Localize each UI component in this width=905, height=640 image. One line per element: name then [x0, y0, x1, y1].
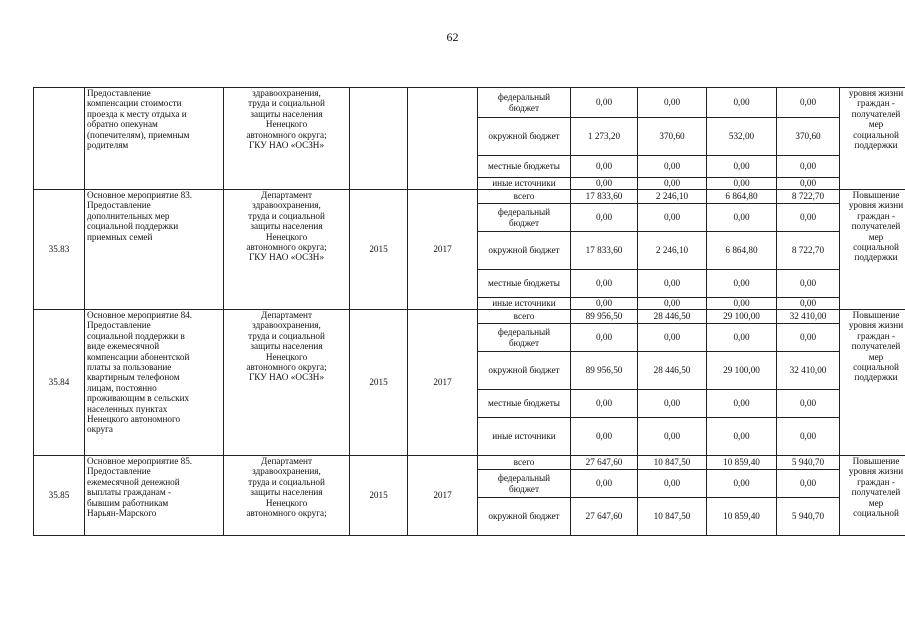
funding-value: 0,00	[777, 390, 840, 418]
year-start: 2015	[350, 456, 408, 536]
funding-value: 32 410,00	[777, 352, 840, 390]
funding-value: 0,00	[638, 324, 707, 352]
measure-executor: здравоохранения, труда и социальной защиты населения Ненецкого автономного округа; ГКУ НАО «ОСЗН»	[224, 88, 350, 190]
funding-value: 0,00	[777, 178, 840, 190]
funding-source-label: иные источники	[478, 298, 571, 310]
funding-value: 0,00	[571, 324, 638, 352]
funding-source-label: окружной бюджет	[478, 118, 571, 156]
funding-value: 0,00	[638, 156, 707, 178]
year-start	[350, 88, 408, 190]
year-start: 2015	[350, 190, 408, 310]
measure-code: 35.83	[34, 190, 85, 310]
funding-value: 0,00	[777, 470, 840, 498]
year-end	[408, 88, 478, 190]
year-start: 2015	[350, 310, 408, 456]
funding-value: 0,00	[707, 324, 777, 352]
measure-name: Основное мероприятие 83. Предоставление дополнительных мер социальной поддержки приемных семей	[85, 190, 224, 310]
funding-value: 0,00	[707, 88, 777, 118]
measure-name: Предоставление компенсации стоимости проезда к месту отдыха и обратно опекунам (попечителям), приемным родителям	[85, 88, 224, 190]
funding-value: 5 940,70	[777, 456, 840, 470]
funding-value: 0,00	[571, 270, 638, 298]
funding-value: 28 446,50	[638, 352, 707, 390]
funding-value: 1 273,20	[571, 118, 638, 156]
funding-value: 0,00	[707, 204, 777, 232]
measure-name: Основное мероприятие 84. Предоставление социальной поддержки в виде ежемесячной компенсации абонентской платы за пользование квартирным телефоном лицам, постоянно проживающим в сельских населенных пунктах Ненецкого автономного округа	[85, 310, 224, 456]
funding-source-label: иные источники	[478, 418, 571, 456]
measure-executor: Департамент здравоохранения, труда и социальной защиты населения Ненецкого автономного округа; ГКУ НАО «ОСЗН»	[224, 190, 350, 310]
funding-value: 0,00	[571, 418, 638, 456]
funding-value: 0,00	[571, 204, 638, 232]
expected-result: Повышение уровня жизни граждан - получателей мер социальной поддержки	[840, 310, 905, 456]
table-row	[34, 190, 905, 204]
funding-value: 29 100,00	[707, 310, 777, 324]
measure-executor: Департамент здравоохранения, труда и социальной защиты населения Ненецкого автономного округа;	[224, 456, 350, 536]
funding-value: 0,00	[638, 418, 707, 456]
funding-value: 27 647,60	[571, 456, 638, 470]
funding-source-label: окружной бюджет	[478, 232, 571, 270]
expected-result: уровня жизни граждан - получателей мер социальной поддержки	[840, 88, 905, 190]
funding-value: 0,00	[707, 470, 777, 498]
measure-code	[34, 88, 85, 190]
funding-value: 0,00	[707, 298, 777, 310]
funding-value: 532,00	[707, 118, 777, 156]
measure-name: Основное мероприятие 85. Предоставление ежемесячной денежной выплаты гражданам - бывшим работникам Нарьян-Марского	[85, 456, 224, 536]
funding-value: 0,00	[707, 390, 777, 418]
funding-value: 0,00	[777, 88, 840, 118]
funding-value: 370,60	[777, 118, 840, 156]
program-table	[33, 87, 905, 536]
funding-value: 0,00	[777, 324, 840, 352]
funding-value: 0,00	[638, 298, 707, 310]
funding-value: 8 722,70	[777, 232, 840, 270]
funding-value: 10 859,40	[707, 498, 777, 536]
funding-value: 29 100,00	[707, 352, 777, 390]
measure-code: 35.85	[34, 456, 85, 536]
funding-source-label: федеральный бюджет	[478, 324, 571, 352]
funding-value: 89 956,50	[571, 310, 638, 324]
year-end: 2017	[408, 310, 478, 456]
funding-value: 8 722,70	[777, 190, 840, 204]
funding-value: 10 859,40	[707, 456, 777, 470]
funding-value: 17 833,60	[571, 232, 638, 270]
funding-value: 0,00	[777, 270, 840, 298]
funding-source-label: федеральный бюджет	[478, 470, 571, 498]
funding-source-label: местные бюджеты	[478, 390, 571, 418]
funding-value: 10 847,50	[638, 498, 707, 536]
funding-value: 0,00	[571, 390, 638, 418]
funding-value: 0,00	[707, 418, 777, 456]
measure-code: 35.84	[34, 310, 85, 456]
funding-value: 6 864,80	[707, 190, 777, 204]
funding-source-label: всего	[478, 456, 571, 470]
funding-value: 0,00	[571, 178, 638, 190]
funding-value: 6 864,80	[707, 232, 777, 270]
funding-value: 27 647,60	[571, 498, 638, 536]
expected-result: Повышение уровня жизни граждан - получателей мер социальной	[840, 456, 905, 536]
funding-value: 0,00	[707, 156, 777, 178]
funding-value: 2 246,10	[638, 190, 707, 204]
table-row	[34, 88, 905, 118]
funding-value: 0,00	[638, 390, 707, 418]
funding-value: 0,00	[571, 88, 638, 118]
funding-value: 0,00	[777, 204, 840, 232]
funding-source-label: окружной бюджет	[478, 352, 571, 390]
funding-value: 0,00	[638, 88, 707, 118]
table-row	[34, 310, 905, 324]
funding-source-label: всего	[478, 190, 571, 204]
funding-value: 28 446,50	[638, 310, 707, 324]
funding-value: 2 246,10	[638, 232, 707, 270]
funding-value: 0,00	[638, 204, 707, 232]
expected-result: Повышение уровня жизни граждан - получателей мер социальной поддержки	[840, 190, 905, 310]
funding-value: 10 847,50	[638, 456, 707, 470]
funding-value: 370,60	[638, 118, 707, 156]
funding-value: 0,00	[777, 156, 840, 178]
funding-value: 0,00	[707, 270, 777, 298]
funding-source-label: федеральный бюджет	[478, 204, 571, 232]
funding-value: 5 940,70	[777, 498, 840, 536]
funding-value: 0,00	[638, 178, 707, 190]
funding-value: 32 410,00	[777, 310, 840, 324]
funding-source-label: местные бюджеты	[478, 270, 571, 298]
funding-source-label: федеральный бюджет	[478, 88, 571, 118]
funding-value: 0,00	[571, 298, 638, 310]
funding-value: 0,00	[571, 156, 638, 178]
funding-source-label: местные бюджеты	[478, 156, 571, 178]
table-row	[34, 456, 905, 470]
year-end: 2017	[408, 190, 478, 310]
funding-value: 89 956,50	[571, 352, 638, 390]
year-end: 2017	[408, 456, 478, 536]
funding-value: 0,00	[638, 470, 707, 498]
funding-value: 0,00	[777, 298, 840, 310]
funding-source-label: всего	[478, 310, 571, 324]
funding-value: 0,00	[707, 178, 777, 190]
page-number: 62	[446, 30, 459, 44]
funding-value: 0,00	[571, 470, 638, 498]
funding-value: 0,00	[777, 418, 840, 456]
measure-executor: Департамент здравоохранения, труда и социальной защиты населения Ненецкого автономного округа; ГКУ НАО «ОСЗН»	[224, 310, 350, 456]
funding-source-label: окружной бюджет	[478, 498, 571, 536]
funding-value: 0,00	[638, 270, 707, 298]
funding-value: 17 833,60	[571, 190, 638, 204]
funding-source-label: иные источники	[478, 178, 571, 190]
